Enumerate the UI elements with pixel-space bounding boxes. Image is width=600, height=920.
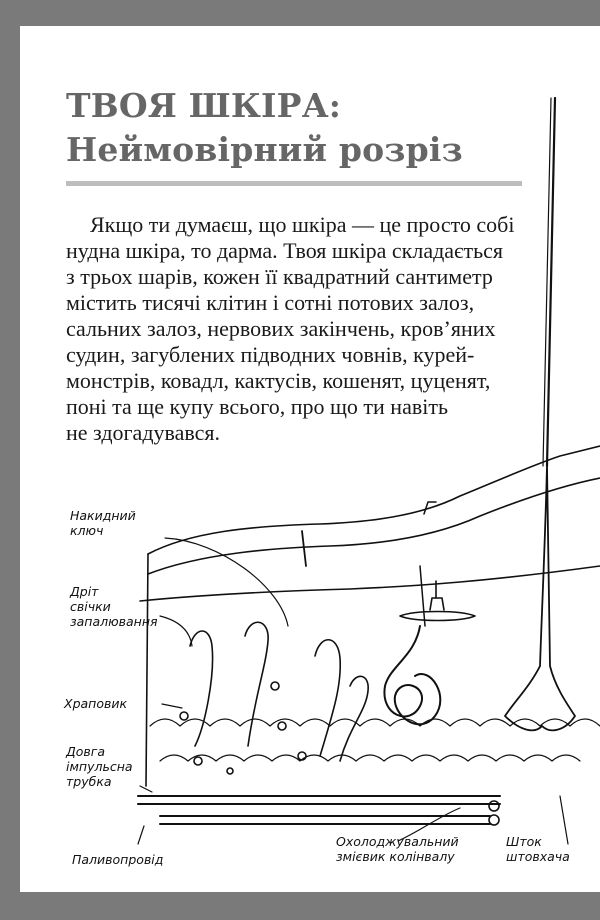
paragraph-line: з трьох шарів, кожен її квадратний сантиметр — [66, 264, 493, 289]
label-ratchet: Храповик — [64, 696, 128, 711]
paragraph-line: поні та ще купу всього, про що ти навіть — [66, 394, 448, 419]
book-page — [20, 26, 600, 892]
submarine — [400, 612, 475, 621]
wrench-shape — [302, 531, 306, 566]
hair-follicle — [505, 466, 575, 730]
paragraph-line: монстрів, ковадл, кактусів, кошенят, цуценят, — [66, 368, 491, 393]
epidermis-line — [148, 478, 600, 574]
label-impulse-tube: Довга імпульсна трубка — [66, 744, 133, 789]
spark-wire-pointer — [160, 616, 192, 646]
hair-shaft — [547, 98, 555, 466]
epidermis-surface — [148, 446, 600, 554]
paragraph-line: не здогадувався. — [66, 420, 221, 445]
label-cooling-coil: Охолоджувальний змієвик колінвалу — [336, 834, 459, 864]
paragraph-line: містить тисячі клітин і сотні потових залоз, — [66, 290, 475, 315]
sweat-gland-coil — [384, 626, 440, 724]
ratchet-pointer — [162, 704, 182, 708]
sebaceous-gland — [190, 631, 213, 746]
dermis-border — [140, 566, 600, 601]
label-dipstick: Шток штовхача — [506, 834, 570, 864]
wrench-pointer — [165, 538, 288, 626]
label-wrench: Накидний ключ — [70, 508, 136, 538]
impulse-tube-pointer — [140, 786, 152, 792]
paragraph-line: нудна шкіра, то дарма. Твоя шкіра складається — [66, 238, 504, 263]
title-line-1: ТВОЯ ШКІРА: — [66, 86, 342, 125]
paragraph-line: судин, загублених підводних човнів, курей- — [66, 342, 475, 367]
fat-layer-scallops — [150, 719, 600, 726]
paragraph-line: сальних залоз, нервових закінчень, кров’яних — [66, 316, 496, 341]
label-spark-wire: Дріт свічки запалювання — [70, 584, 158, 629]
paragraph-line: Якщо ти думаєш, що шкіра — це просто собі — [90, 212, 515, 237]
title-line-2: Неймовірний розріз — [66, 130, 463, 169]
label-fuel-line: Паливопровід — [72, 852, 164, 867]
fuel-line-pointer — [138, 826, 144, 844]
